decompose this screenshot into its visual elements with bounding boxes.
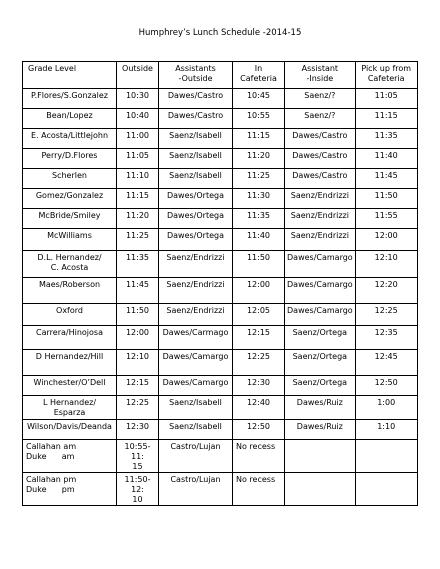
outside-time-cell: 11:25: [117, 229, 159, 251]
assistants-outside-cell: Dawes/Ortega: [159, 209, 233, 229]
cafeteria-time-cell: 12:05: [233, 304, 285, 326]
header-row: [23, 62, 418, 89]
lunch-schedule-table: [22, 61, 418, 506]
grade-cell: E. Acosta/Littlejohn: [23, 129, 117, 149]
grade-cell: Winchester/O’Dell: [23, 376, 117, 396]
assistant-inside-cell: Dawes/Camargo: [285, 251, 356, 278]
table-row: [23, 229, 418, 251]
pickup-time-cell: 12:20: [355, 278, 417, 304]
outside-time-cell: 10:55-11: 15: [117, 440, 159, 473]
grade-cell: Wilson/Davis/Deanda: [23, 420, 117, 440]
table-row: [23, 129, 418, 149]
assistant-inside-cell: Saenz/?: [285, 89, 356, 109]
grade-cell: McBride/Smiley: [23, 209, 117, 229]
table-row: [23, 376, 418, 396]
outside-time-cell: 10:40: [117, 109, 159, 129]
outside-time-cell: 12:30: [117, 420, 159, 440]
pickup-time-cell: 11:45: [355, 169, 417, 189]
header-in-cafeteria: In Cafeteria: [233, 62, 285, 89]
outside-time-cell: 11:10: [117, 169, 159, 189]
assistants-outside-cell: Saenz/Endrizzi: [159, 278, 233, 304]
assistant-inside-cell: Saenz/Endrizzi: [285, 189, 356, 209]
assistant-inside-cell: Saenz/Endrizzi: [285, 209, 356, 229]
table-row: [23, 89, 418, 109]
outside-time-cell: 10:30: [117, 89, 159, 109]
outside-time-cell: 11:35: [117, 251, 159, 278]
cafeteria-time-cell: No recess: [233, 440, 285, 473]
grade-cell: Callahan pm Duke pm: [23, 473, 117, 506]
pickup-time-cell: 11:35: [355, 129, 417, 149]
pickup-time-cell: 11:40: [355, 149, 417, 169]
assistants-outside-cell: Dawes/Castro: [159, 109, 233, 129]
cafeteria-time-cell: No recess: [233, 473, 285, 506]
assistants-outside-cell: Saenz/Endrizzi: [159, 304, 233, 326]
assistant-inside-cell: Saenz/Endrizzi: [285, 229, 356, 251]
assistant-inside-cell: Dawes/Castro: [285, 129, 356, 149]
outside-time-cell: 11:15: [117, 189, 159, 209]
assistant-inside-cell: [285, 440, 356, 473]
assistant-inside-cell: Dawes/Castro: [285, 149, 356, 169]
grade-cell: Bean/Lopez: [23, 109, 117, 129]
grade-cell: Scherlen: [23, 169, 117, 189]
pickup-time-cell: 12:45: [355, 350, 417, 376]
assistants-outside-cell: Saenz/Isabell: [159, 396, 233, 420]
table-row: [23, 350, 418, 376]
assistants-outside-cell: Dawes/Camargo: [159, 350, 233, 376]
outside-time-cell: 12:00: [117, 326, 159, 350]
outside-time-cell: 11:05: [117, 149, 159, 169]
cafeteria-time-cell: 12:30: [233, 376, 285, 396]
assistants-outside-cell: Dawes/Ortega: [159, 189, 233, 209]
cafeteria-time-cell: 12:25: [233, 350, 285, 376]
assistant-inside-cell: Saenz/Ortega: [285, 350, 356, 376]
grade-cell: D.L. Hernandez/ C. Acosta: [23, 251, 117, 278]
grade-cell: P.Flores/S.Gonzalez: [23, 89, 117, 109]
cafeteria-time-cell: 12:15: [233, 326, 285, 350]
outside-time-cell: 12:15: [117, 376, 159, 396]
assistant-inside-cell: Dawes/Camargo: [285, 304, 356, 326]
assistant-inside-cell: Saenz/Ortega: [285, 376, 356, 396]
table-row: [23, 169, 418, 189]
pickup-time-cell: 11:50: [355, 189, 417, 209]
assistants-outside-cell: Saenz/Isabell: [159, 149, 233, 169]
assistant-inside-cell: Saenz/?: [285, 109, 356, 129]
cafeteria-time-cell: 11:15: [233, 129, 285, 149]
pickup-time-cell: 11:15: [355, 109, 417, 129]
cafeteria-time-cell: 12:50: [233, 420, 285, 440]
header-pickup: Pick up from Cafeteria: [355, 62, 417, 89]
assistants-outside-cell: Dawes/Castro: [159, 89, 233, 109]
cafeteria-time-cell: 11:50: [233, 251, 285, 278]
table-row: [23, 396, 418, 420]
header-assistants-outside: Assistants -Outside: [159, 62, 233, 89]
header-assistant-inside: Assistant -Inside: [285, 62, 356, 89]
grade-cell: Oxford: [23, 304, 117, 326]
pickup-time-cell: 12:25: [355, 304, 417, 326]
table-row: [23, 251, 418, 278]
assistants-outside-cell: Saenz/Isabell: [159, 129, 233, 149]
pickup-time-cell: 12:10: [355, 251, 417, 278]
outside-time-cell: 12:25: [117, 396, 159, 420]
cafeteria-time-cell: 11:20: [233, 149, 285, 169]
table-row: [23, 209, 418, 229]
cafeteria-time-cell: 12:40: [233, 396, 285, 420]
assistants-outside-cell: Castro/Lujan: [159, 440, 233, 473]
grade-cell: D Hernandez/Hill: [23, 350, 117, 376]
assistant-inside-cell: Saenz/Ortega: [285, 326, 356, 350]
outside-time-cell: 11:00: [117, 129, 159, 149]
outside-time-cell: 11:50: [117, 304, 159, 326]
grade-cell: Callahan am Duke am: [23, 440, 117, 473]
table-row: [23, 278, 418, 304]
header-grade-level: Grade Level: [23, 62, 117, 89]
pickup-time-cell: 1:00: [355, 396, 417, 420]
outside-time-cell: 11:20: [117, 209, 159, 229]
table-row: [23, 149, 418, 169]
cafeteria-time-cell: 11:40: [233, 229, 285, 251]
assistants-outside-cell: Saenz/Endrizzi: [159, 251, 233, 278]
cafeteria-time-cell: 10:45: [233, 89, 285, 109]
assistant-inside-cell: Dawes/Castro: [285, 169, 356, 189]
cafeteria-time-cell: 11:25: [233, 169, 285, 189]
assistants-outside-cell: Dawes/Ortega: [159, 229, 233, 251]
table-row: [23, 440, 418, 473]
outside-time-cell: 11:50-12: 10: [117, 473, 159, 506]
cafeteria-time-cell: 12:00: [233, 278, 285, 304]
pickup-time-cell: 12:00: [355, 229, 417, 251]
page-title: Humphrey’s Lunch Schedule -2014-15: [138, 28, 302, 38]
outside-time-cell: 11:45: [117, 278, 159, 304]
pickup-time-cell: 11:55: [355, 209, 417, 229]
pickup-time-cell: 12:35: [355, 326, 417, 350]
pickup-time-cell: 11:05: [355, 89, 417, 109]
assistants-outside-cell: Saenz/Isabell: [159, 420, 233, 440]
pickup-time-cell: [355, 473, 417, 506]
table-row: [23, 473, 418, 506]
assistants-outside-cell: Dawes/Camargo: [159, 376, 233, 396]
assistants-outside-cell: Saenz/Isabell: [159, 169, 233, 189]
pickup-time-cell: 1:10: [355, 420, 417, 440]
assistants-outside-cell: Dawes/Carmago: [159, 326, 233, 350]
table-row: [23, 326, 418, 350]
grade-cell: Carrera/Hinojosa: [23, 326, 117, 350]
table-row: [23, 109, 418, 129]
outside-time-cell: 12:10: [117, 350, 159, 376]
grade-cell: McWilliams: [23, 229, 117, 251]
grade-cell: Perry/D.Flores: [23, 149, 117, 169]
cafeteria-time-cell: 11:35: [233, 209, 285, 229]
assistant-inside-cell: Dawes/Ruiz: [285, 420, 356, 440]
pickup-time-cell: [355, 440, 417, 473]
assistant-inside-cell: Dawes/Camargo: [285, 278, 356, 304]
grade-cell: Gomez/Gonzalez: [23, 189, 117, 209]
grade-cell: L Hernandez/ Esparza: [23, 396, 117, 420]
cafeteria-time-cell: 10:55: [233, 109, 285, 129]
cafeteria-time-cell: 11:30: [233, 189, 285, 209]
pickup-time-cell: 12:50: [355, 376, 417, 396]
grade-cell: Maes/Roberson: [23, 278, 117, 304]
table-row: [23, 304, 418, 326]
assistants-outside-cell: Castro/Lujan: [159, 473, 233, 506]
table-row: [23, 420, 418, 440]
assistant-inside-cell: Dawes/Ruiz: [285, 396, 356, 420]
assistant-inside-cell: [285, 473, 356, 506]
table-row: [23, 189, 418, 209]
header-outside: Outside: [117, 62, 159, 89]
